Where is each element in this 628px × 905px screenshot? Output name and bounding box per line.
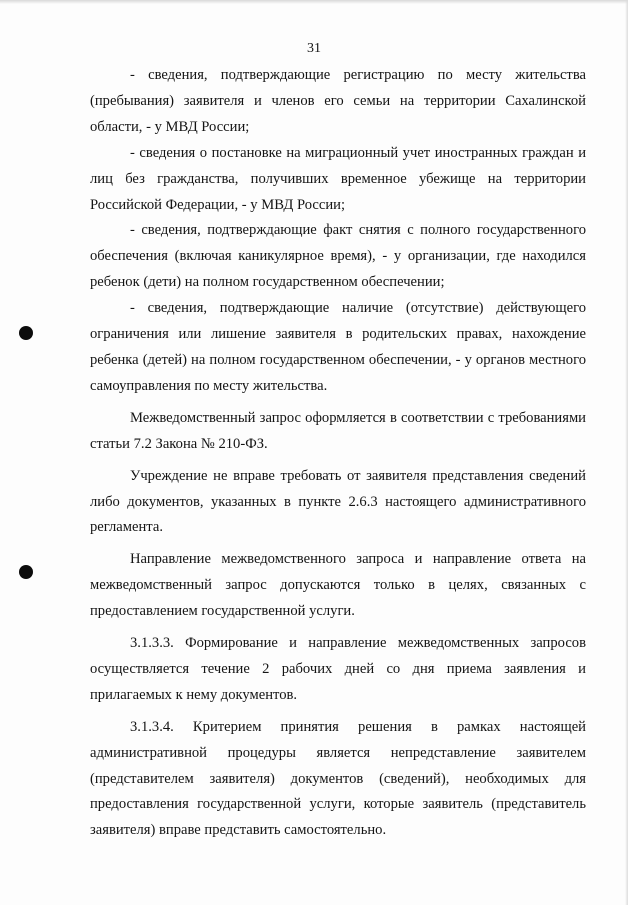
- paragraph-registration-info: - сведения, подтверждающие регистрацию по месту жительства (пребывания) заявителя и членов его семьи на территории Сахалинской области, - у МВД России;: [90, 67, 586, 135]
- paragraph-state-support-removal: - сведения, подтверждающие факт снятия с полного государственного обеспечения (включая каникулярное время), - у организации, где находился ребенок (дети) на полном государственном обеспечении;: [90, 222, 586, 291]
- punch-hole-mark: [19, 326, 33, 340]
- punch-hole-mark: [19, 565, 33, 579]
- scan-edge-top: [0, 0, 628, 4]
- paragraph-request-purpose: Направление межведомственного запроса и направление ответа на межведомственный запрос допускаются только в целях, связанных с предоставлением государственной услуги.: [90, 551, 586, 620]
- paragraph-migration-registration: - сведения о постановке на миграционный учет иностранных граждан и лиц без гражданства, получивших временное убежище на территории Российской Федерации, - у МВД России;: [90, 144, 586, 213]
- paragraph-parental-rights: - сведения, подтверждающие наличие (отсутствие) действующего ограничения или лишение заявителя в родительских правах, нахождение ребенка (детей) на полном государственном обеспечении, - у органов местного самоуправления по месту жительства.: [90, 300, 586, 394]
- paragraph-institution-restriction: Учреждение не вправе требовать от заявителя представления сведений либо документов, указанных в пункте 2.6.3 настоящего административного регламента.: [90, 467, 586, 536]
- paragraph-section-3-1-3-3: 3.1.3.3. Формирование и направление межведомственных запросов осуществляется течение 2 рабочих дней со дня приема заявления и прилагаемых к нему документов.: [90, 635, 586, 703]
- document-body: [90, 63, 586, 844]
- page-number: 31: [307, 41, 321, 56]
- paragraph-section-3-1-3-4: 3.1.3.4. Критерием принятия решения в рамках настоящей административной процедуры является непредставление заявителем (представителем заявителя) документов (сведений), необходимых для предоставления государственной услуги, которые заявитель (представитель заявителя) вправе представить самостоятельно.: [90, 718, 586, 839]
- paragraph-interagency-request-format: Межведомственный запрос оформляется в соответствии с требованиями статьи 7.2 Закона № 210-ФЗ.: [90, 409, 586, 452]
